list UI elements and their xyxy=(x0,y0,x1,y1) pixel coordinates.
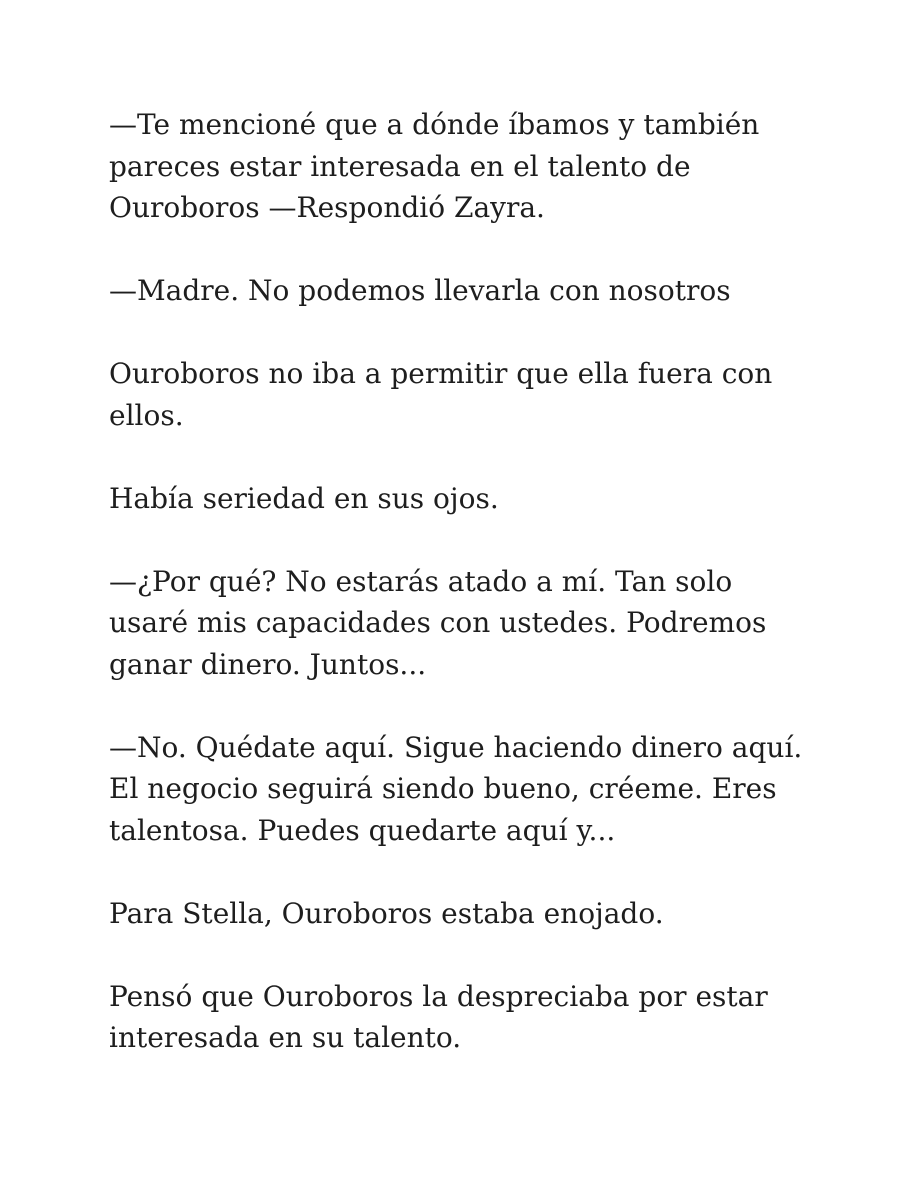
paragraph-6 xyxy=(109,727,840,852)
text-line: —Te mencioné que a dónde íbamos y también xyxy=(109,108,760,141)
paragraph-8 xyxy=(109,976,840,1059)
text-line: interesada en su talento. xyxy=(109,1021,462,1054)
paragraph-5 xyxy=(109,561,840,686)
paragraph-1 xyxy=(109,104,840,229)
paragraph-2 xyxy=(109,270,840,312)
text-line: ellos. xyxy=(109,398,184,432)
text-line: ganar dinero. Juntos... xyxy=(109,647,427,681)
text-line: usaré mis capacidades con ustedes. Podremos xyxy=(109,606,767,639)
text-line: pareces estar interesada en el talento de xyxy=(109,149,691,183)
paragraph-4 xyxy=(109,478,840,520)
text-line: talentosa. Puedes quedarte aquí y... xyxy=(109,813,616,847)
text-line: —No. Quédate aquí. Sigue haciendo dinero aquí. xyxy=(109,730,803,764)
text-line: Había seriedad en sus ojos. xyxy=(109,481,499,515)
text-line: El negocio seguirá siendo bueno, créeme. Eres xyxy=(109,772,777,805)
text-line: —Madre. No podemos llevarla con nosotros xyxy=(109,274,731,307)
text-line: Pensó que Ouroboros la despreciaba por estar xyxy=(109,979,768,1013)
text-line: —¿Por qué? No estarás atado a mí. Tan solo xyxy=(109,564,733,598)
text-line: Ouroboros no iba a permitir que ella fuera con xyxy=(109,357,773,390)
paragraph-7 xyxy=(109,893,840,935)
text-line: Para Stella, Ouroboros estaba enojado. xyxy=(109,896,664,930)
paragraph-3 xyxy=(109,353,840,436)
text-line: Ouroboros —Respondió Zayra. xyxy=(109,191,545,224)
